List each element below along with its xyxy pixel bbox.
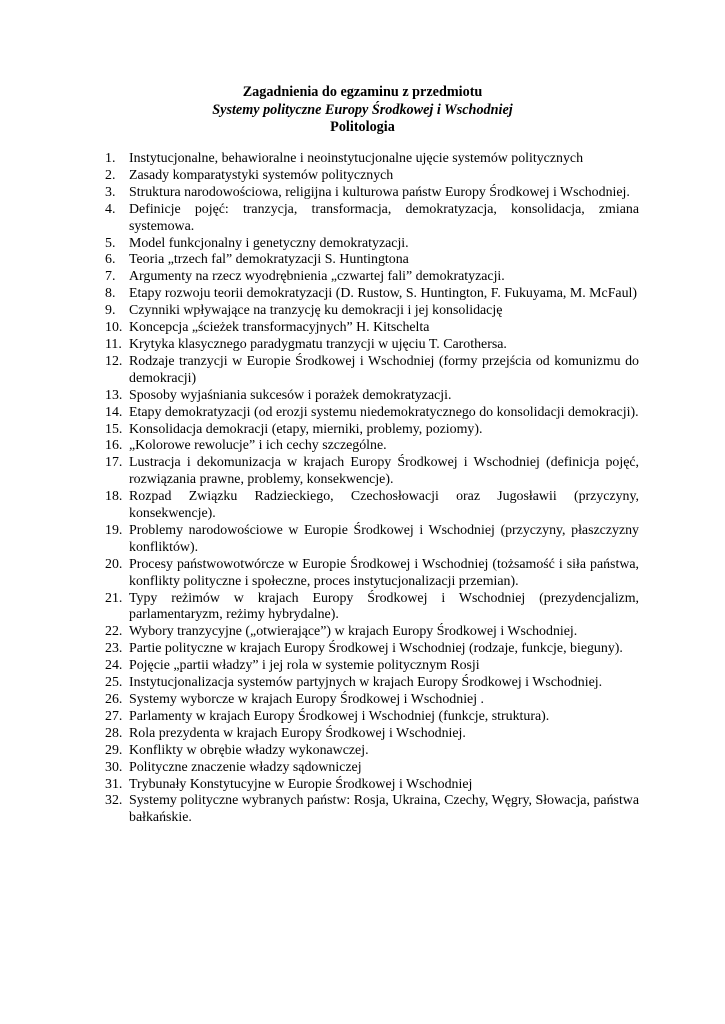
list-item	[105, 286, 639, 303]
list-item-number: 19.	[105, 522, 123, 538]
list-item	[105, 692, 639, 709]
list-item	[105, 624, 639, 641]
list-item	[105, 675, 639, 692]
list-item-number: 10.	[105, 320, 123, 336]
list-item-number: 31.	[105, 776, 123, 792]
list-item-number: 26.	[105, 692, 123, 707]
list-item-text: Argumenty na rzecz wyodrębnienia „czwartej fali” demokratyzacji.	[129, 269, 505, 285]
list-item-text: Etapy demokratyzacji (od erozji systemu niedemokratycznego do konsolidacji demokracji).	[129, 404, 639, 420]
list-item-number: 7.	[105, 269, 116, 285]
list-item	[105, 793, 639, 827]
list-item-text: Zasady komparatystyki systemów politycznych	[129, 167, 394, 183]
list-item	[105, 641, 639, 658]
list-item-number: 29.	[105, 742, 123, 758]
list-item	[105, 168, 639, 185]
list-item-number: 28.	[105, 725, 123, 741]
list-item	[105, 591, 639, 625]
list-item-number: 3.	[105, 184, 116, 200]
document-header	[0, 84, 725, 137]
list-item-text: Model funkcjonalny i genetyczny demokratyzacji.	[129, 235, 409, 251]
list-item-text: Czynniki wpływające na tranzycję ku demokracji i jej konsolidację	[129, 303, 503, 319]
list-item	[105, 557, 639, 591]
list-item	[105, 185, 639, 202]
list-item-text: Typy reżimów w krajach Europy Środkowej i Wschodniej (prezydencjalizm, parlamentaryzm, reżimy hybrydalne).	[129, 590, 639, 623]
list-item	[105, 422, 639, 439]
list-item-number: 23.	[105, 641, 123, 657]
list-item	[105, 743, 639, 760]
list-item-number: 18.	[105, 489, 123, 505]
list-item-text: Instytucjonalizacja systemów partyjnych w krajach Europy Środkowej i Wschodniej.	[129, 675, 603, 691]
list-item-number: 2.	[105, 167, 116, 183]
list-item-number: 21.	[105, 590, 123, 606]
list-item-number: 6.	[105, 252, 116, 268]
list-item-number: 15.	[105, 421, 123, 437]
list-item-text: Instytucjonalne, behawioralne i neoinstytucjonalne ujęcie systemów politycznych	[129, 151, 584, 166]
list-item	[105, 455, 639, 489]
list-item-number: 25.	[105, 675, 123, 691]
list-item	[105, 777, 639, 794]
list-item-number: 16.	[105, 438, 123, 454]
list-item-text: Krytyka klasycznego paradygmatu tranzycji w ujęciu T. Carothersa.	[129, 336, 507, 352]
list-item-text: Rodzaje tranzycji w Europie Środkowej i Wschodniej (formy przejścia od komunizmu do demokracji)	[129, 353, 639, 386]
list-item	[105, 489, 639, 523]
list-item-text: Teoria „trzech fal” demokratyzacji S. Huntingtona	[129, 252, 409, 268]
list-item-number: 4.	[105, 201, 116, 217]
list-item-number: 5.	[105, 235, 116, 251]
list-item-text: Trybunały Konstytucyjne w Europie Środkowej i Wschodniej	[129, 776, 473, 792]
list-item	[105, 658, 639, 675]
course-name: Systemy polityczne Europy Środkowej i Wschodniej	[212, 101, 513, 118]
list-item	[105, 760, 639, 777]
list-item	[105, 709, 639, 726]
list-item-text: „Kolorowe rewolucje” i ich cechy szczególne.	[129, 438, 387, 454]
list-item	[105, 151, 639, 168]
list-item	[105, 236, 639, 253]
list-item	[105, 726, 639, 743]
list-item-number: 22.	[105, 624, 123, 640]
list-item-text: Konsolidacja demokracji (etapy, mierniki, problemy, poziomy).	[129, 421, 483, 437]
list-item	[105, 438, 639, 455]
list-item	[105, 252, 639, 269]
list-item-text: Struktura narodowościowa, religijna i kulturowa państw Europy Środkowej i Wschodniej.	[129, 184, 630, 200]
list-item-number: 14.	[105, 404, 123, 420]
list-item-text: Polityczne znaczenie władzy sądowniczej	[129, 759, 362, 775]
list-item-text: Wybory tranzycyjne („otwierające”) w krajach Europy Środkowej i Wschodniej.	[129, 624, 578, 640]
list-item-text: Partie polityczne w krajach Europy Środkowej i Wschodniej (rodzaje, funkcje, bieguny).	[129, 641, 623, 657]
list-item-text: Systemy wyborcze w krajach Europy Środkowej i Wschodniej .	[129, 692, 485, 707]
list-item	[105, 337, 639, 354]
list-item	[105, 303, 639, 320]
list-item-number: 24.	[105, 658, 123, 674]
list-item	[105, 388, 639, 405]
list-item-text: Procesy państwowotwórcze w Europie Środkowej i Wschodniej (tożsamość i siła państwa, konflikty polityczne i społeczne, proces instytucjonalizacji przemian).	[129, 556, 639, 589]
list-item-number: 1.	[105, 151, 116, 166]
list-item-text: Definicje pojęć: tranzycja, transformacja, demokratyzacja, konsolidacja, zmiana systemowa.	[129, 201, 639, 234]
document-title: Zagadnienia do egzaminu z przedmiotu	[242, 84, 483, 100]
list-item-number: 27.	[105, 708, 123, 724]
list-item	[105, 405, 639, 422]
list-item-text: Parlamenty w krajach Europy Środkowej i Wschodniej (funkcje, struktura).	[129, 708, 550, 724]
list-item	[105, 269, 639, 286]
list-item-number: 20.	[105, 556, 123, 572]
field-of-study: Politologia	[330, 119, 395, 135]
list-item	[105, 320, 639, 337]
list-item-text: Sposoby wyjaśniania sukcesów i porażek demokratyzacji.	[129, 387, 452, 403]
list-item-text: Etapy rozwoju teorii demokratyzacji (D. Rustow, S. Huntington, F. Fukuyama, M. McFaul)	[129, 286, 638, 302]
list-item-number: 32.	[105, 793, 123, 809]
list-item-text: Problemy narodowościowe w Europie Środkowej i Wschodniej (przyczyny, płaszczyzny konfliktów).	[129, 522, 639, 555]
list-item-text: Pojęcie „partii władzy” i jej rola w systemie politycznym Rosji	[129, 658, 480, 674]
list-item-number: 13.	[105, 387, 123, 403]
list-item-text: Systemy polityczne wybranych państw: Rosja, Ukraina, Czechy, Węgry, Słowacja, państwa bałkańskie.	[129, 793, 639, 826]
list-item-number: 8.	[105, 286, 116, 302]
list-item-text: Koncepcja „ścieżek transformacyjnych” H. Kitschelta	[129, 320, 430, 336]
list-item-text: Rozpad Związku Radzieckiego, Czechosłowacji oraz Jugosławii (przyczyny, konsekwencje).	[129, 489, 639, 522]
list-item	[105, 354, 639, 388]
list-item	[105, 523, 639, 557]
list-item-number: 9.	[105, 303, 116, 319]
list-item	[105, 202, 639, 236]
exam-topics-list	[105, 151, 639, 827]
list-item-text: Rola prezydenta w krajach Europy Środkowej i Wschodniej.	[129, 725, 466, 741]
list-item-number: 30.	[105, 759, 123, 775]
list-item-text: Konflikty w obrębie władzy wykonawczej.	[129, 742, 369, 758]
list-item-number: 17.	[105, 455, 123, 471]
list-item-number: 12.	[105, 353, 123, 369]
list-item-number: 11.	[105, 336, 122, 352]
list-item-text: Lustracja i dekomunizacja w krajach Europy Środkowej i Wschodniej (definicja pojęć, rozwiązania prawne, problemy, konsekwencje).	[129, 455, 639, 488]
